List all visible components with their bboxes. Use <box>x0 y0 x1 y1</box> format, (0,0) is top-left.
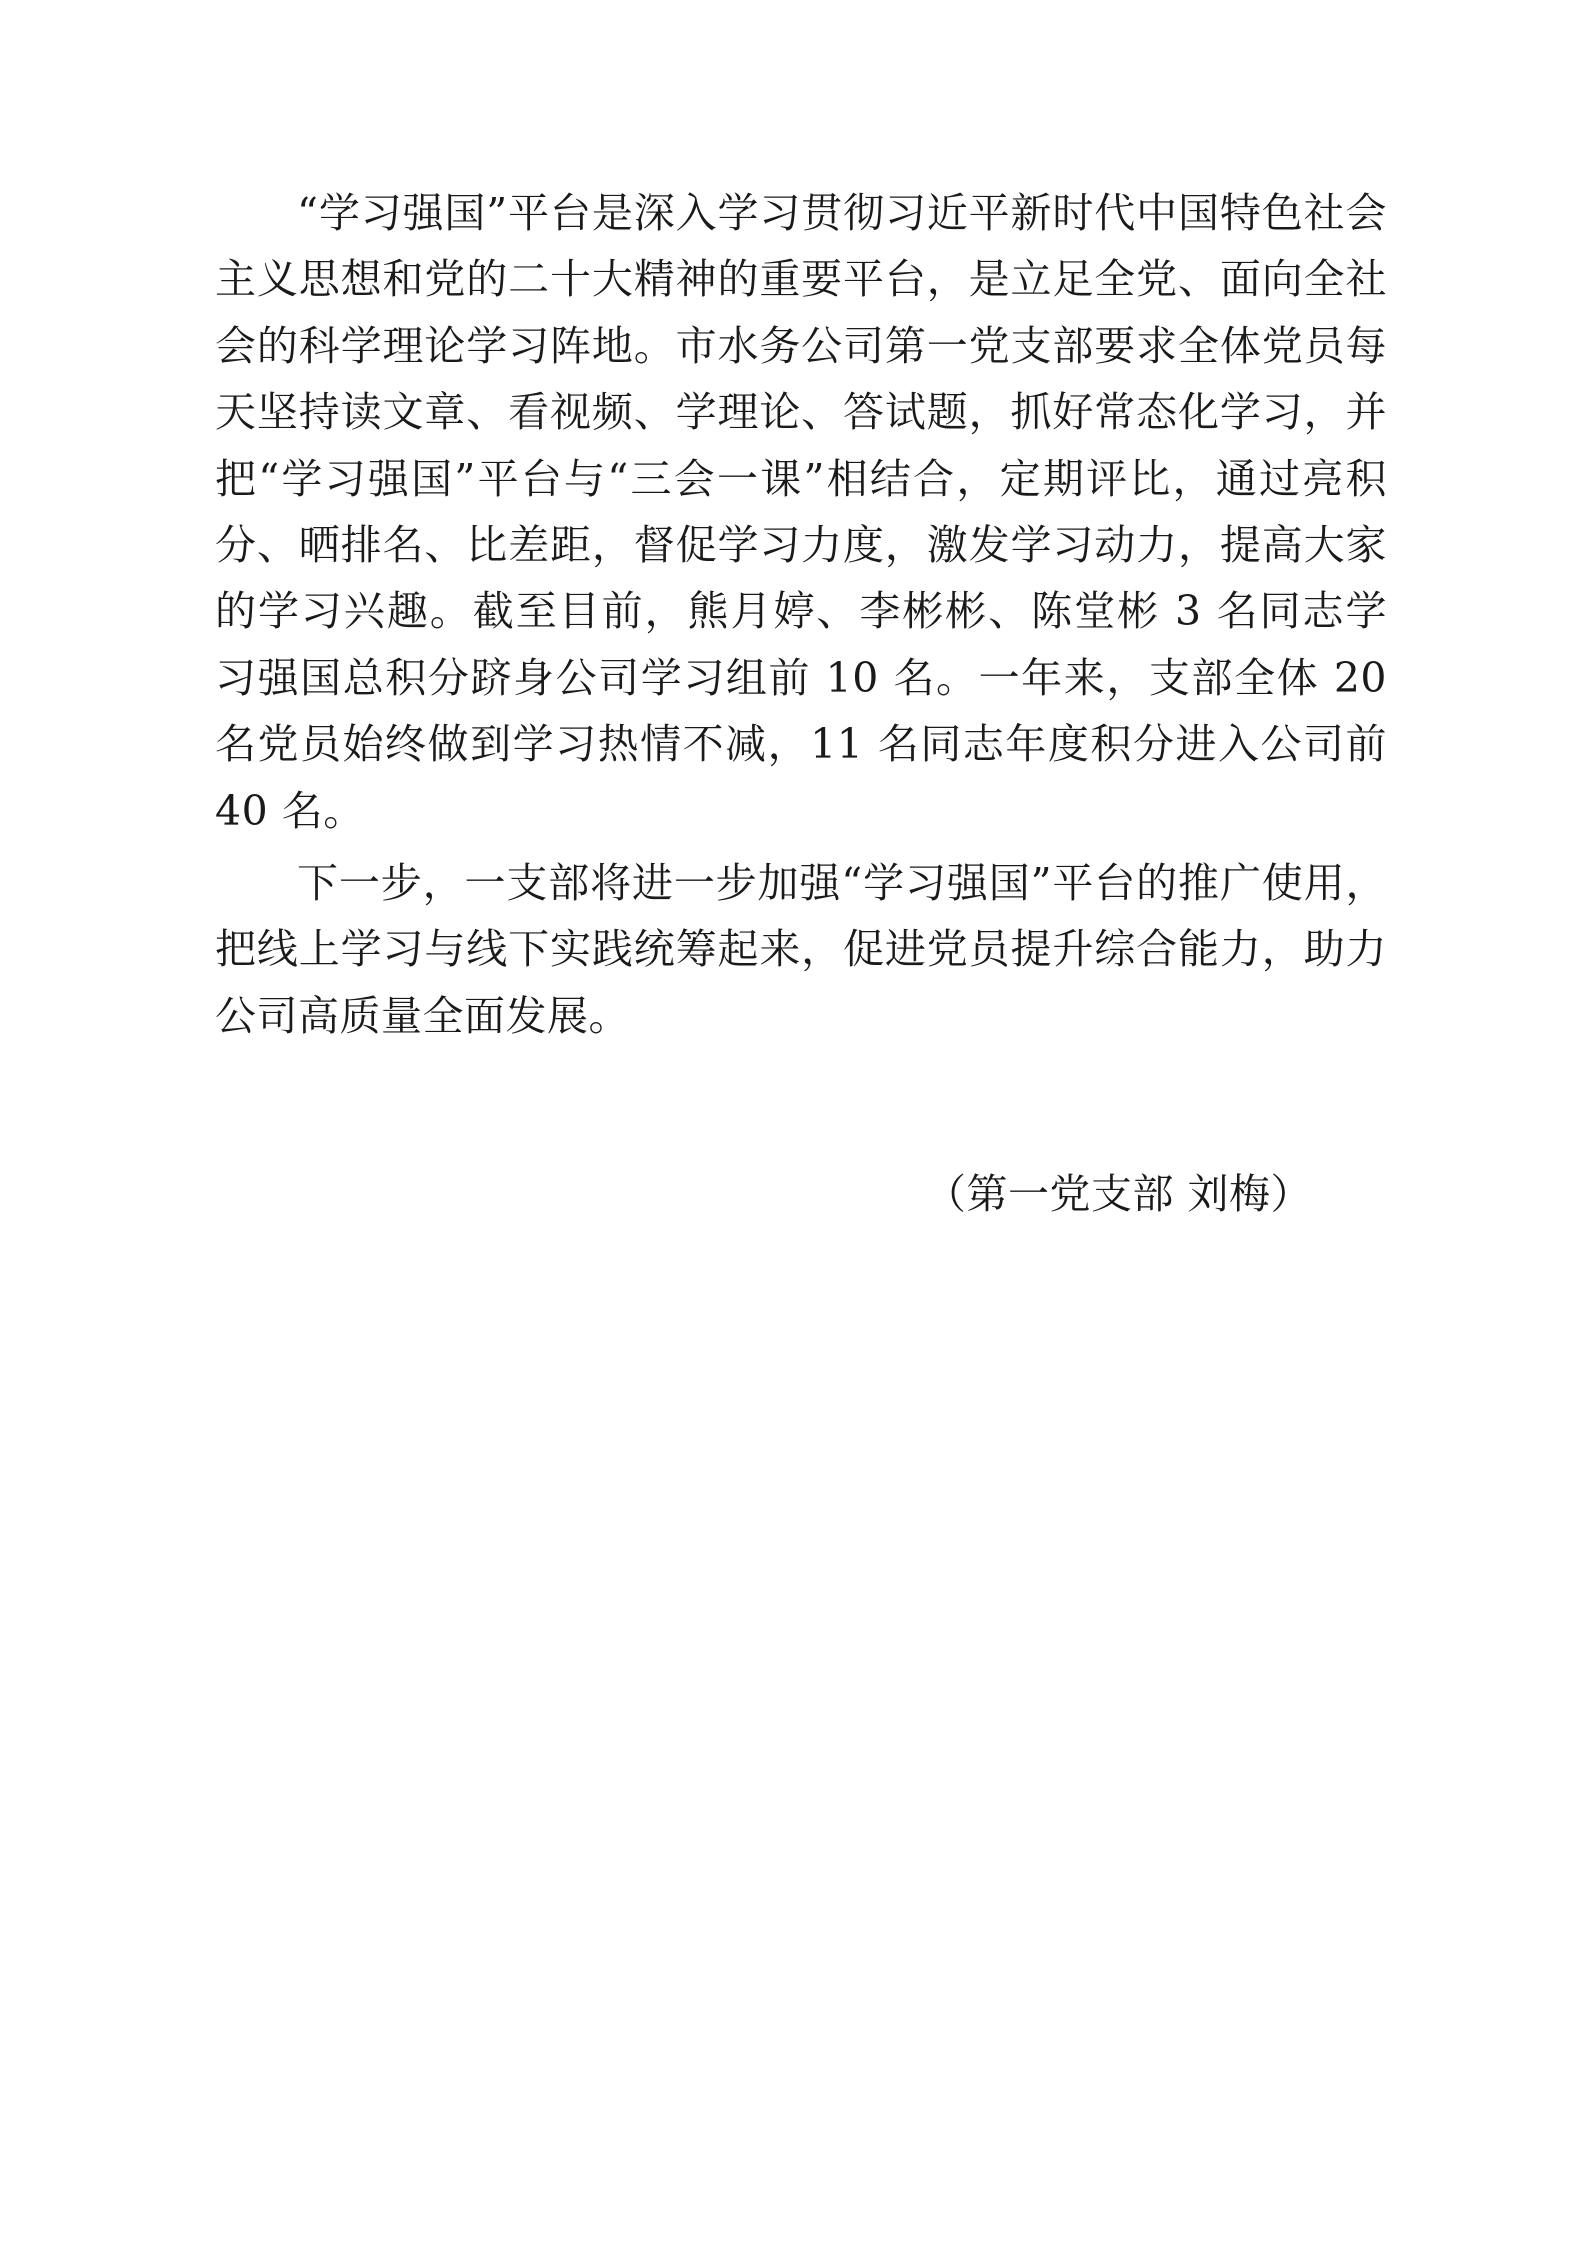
signature-line: （第一党支部 刘梅） <box>924 1170 1312 1219</box>
paragraph-1: “学习强国”平台是深入学习贯彻习近平新时代中国特色社会主义思想和党的二十大精神的重要平台，是立足全党、面向全社会的科学理论学习阵地。市水务公司第一党支部要求全体党员每天坚持读文章、看视频、学理论、答试题，抓好常态化学习，并把“学习强国”平台与“三会一课”相结合，定期评比，通过亮积分、晒排名、比差距，督促学习力度，激发学习动力，提高大家的学习兴趣。截至目前，熊月婷、李彬彬、陈堂彬 3 名同志学习强国总积分跻身公司学习组前 10 名。一年来，支部全体 20 名党员始终做到学习热情不减，11 名同志年度积分进入公司前 40 名。 <box>215 189 1387 835</box>
document-body <box>215 180 1387 1049</box>
paragraph-2: 下一步，一支部将进一步加强“学习强国”平台的推广使用，把线上学习与线下实践统筹起来，促进党员提升综合能力，助力公司高质量全面发展。 <box>215 859 1387 1040</box>
signature-block <box>215 1161 1387 1227</box>
